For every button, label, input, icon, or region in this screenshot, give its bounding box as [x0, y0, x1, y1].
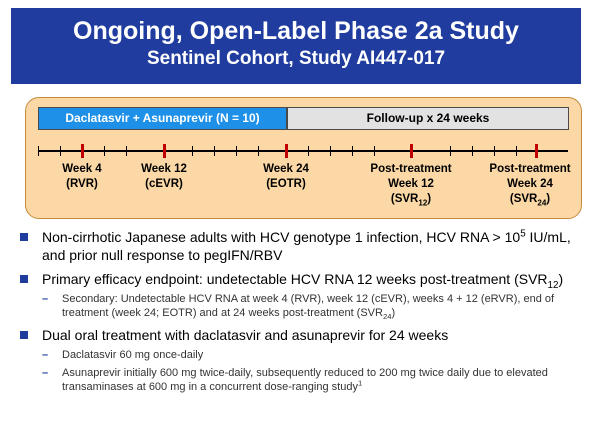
milestone-tick-week4 [81, 144, 84, 158]
milestone-tick-week12 [163, 144, 166, 158]
bullet-list [12, 222, 597, 394]
tick [330, 146, 331, 156]
tick [352, 146, 353, 156]
tick [494, 146, 495, 156]
label-week12: Week 12 (cEVR) [141, 163, 187, 190]
slide-header [11, 8, 581, 84]
bullet-primary-endpoint: Primary efficacy endpoint: undetectable HCV RNA 12 weeks post-treatment $(SVR_{12})$ [12, 270, 597, 288]
tick [126, 146, 127, 156]
tick [214, 146, 215, 156]
milestone-tick-post24 [535, 144, 538, 158]
tick [308, 146, 309, 156]
sub-bullet-daclatasvir-dose: – Daclatasvir 60 mg once-daily [42, 349, 204, 361]
slide-subtitle: Sentinel Cohort, Study AI447-017 [146, 48, 446, 69]
tick [38, 146, 39, 156]
bullet-population: Non-cirrhotic Japanese adults with HCV genotype 1 infection, HCV RNA > $10^5$ IU/mL, and prior null response to pegIFN/RBV [12, 228, 597, 264]
label-week4: Week 4 (RVR) [62, 163, 102, 190]
label-post-treatment-week24: Post-treatment Week 24 $(SVR_{24})$ [489, 163, 571, 208]
label-week24: Week 24 (EOTR) [263, 163, 309, 190]
bullet-treatment: Dual oral treatment with daclatasvir and asunaprevir for 24 weeks [12, 326, 597, 344]
timeline-axis [38, 150, 568, 152]
tick [472, 146, 473, 156]
tick [192, 146, 193, 156]
tick [258, 146, 259, 156]
sub-bullet-secondary-endpoints: – Secondary: Undetectable HCV RNA at week 4 (RVR), week 12 (cEVR), weeks 4 + 12 (eRVR), end of treatment (week 24; EOTR) and at 24 weeks post-treatment $(SVR_{24})$ [42, 293, 555, 322]
slide-title: Ongoing, Open-Label Phase 2a Study [73, 17, 519, 45]
milestone-tick-post12 [410, 144, 413, 158]
tick [374, 146, 375, 156]
sub-bullet-asunaprevir-dose: – Asunaprevir initially 600 mg twice-daily, subsequently reduced to 200 mg twice daily due to elevated transaminases at 600 mg in a concurrent dose-ranging study$^1$ [42, 367, 548, 393]
tick [236, 146, 237, 156]
followup-bar: Follow-up x 24 weeks [287, 107, 569, 130]
label-post-treatment-week12: Post-treatment Week 12 $(SVR_{12})$ [370, 163, 452, 208]
tick [60, 146, 61, 156]
treatment-bar: Daclatasvir + Asunaprevir (N = 10) [38, 107, 287, 130]
milestone-tick-week24 [285, 144, 288, 158]
tick [450, 146, 451, 156]
tick [104, 146, 105, 156]
tick [516, 146, 517, 156]
